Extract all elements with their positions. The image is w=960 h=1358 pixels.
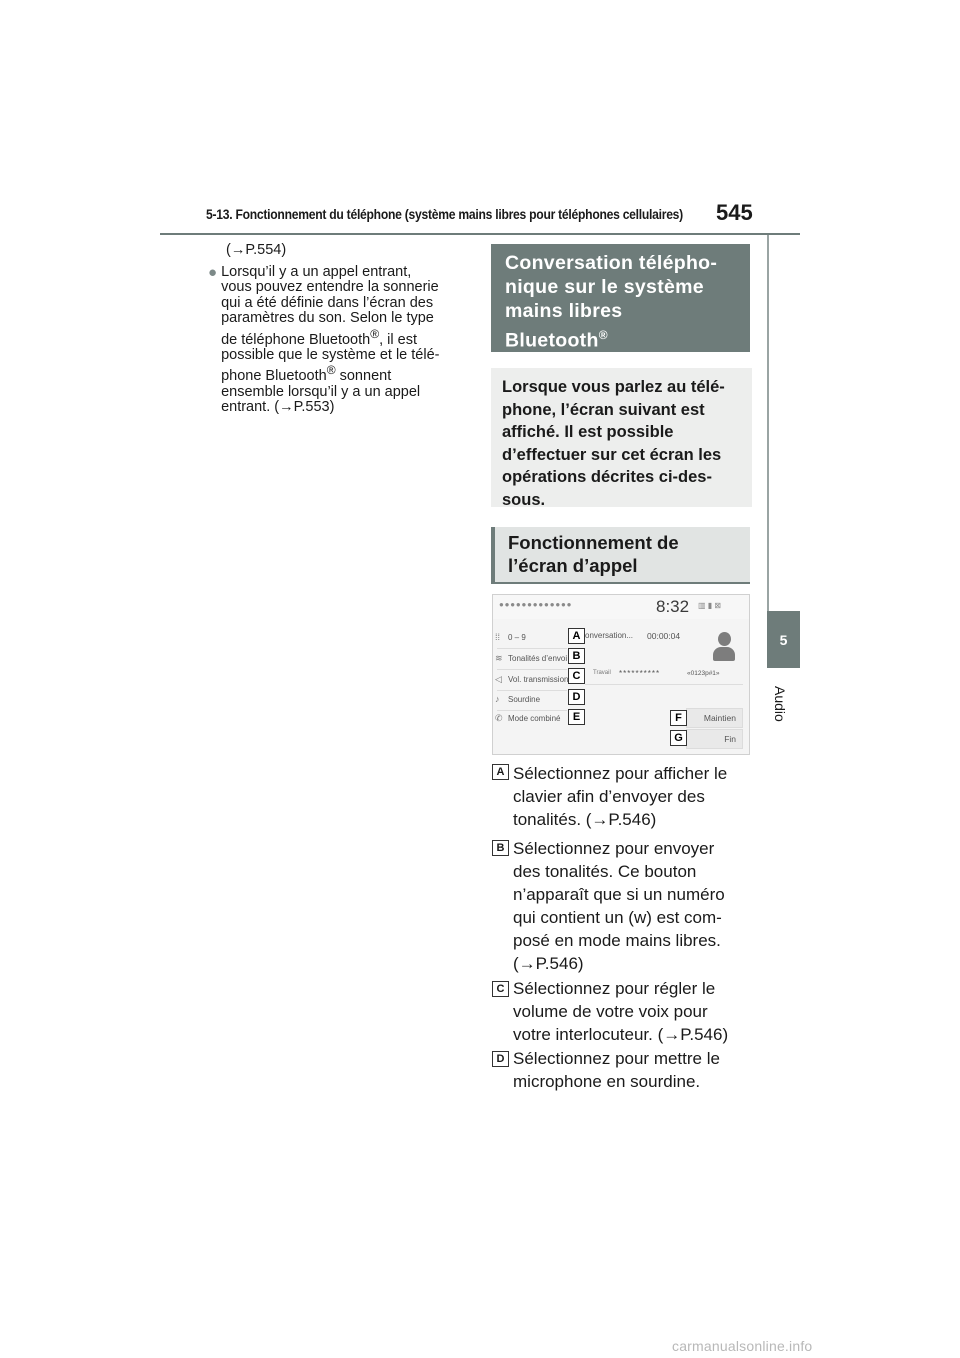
menu-keypad[interactable]: ⁞⁞ 0 – 9 xyxy=(495,632,526,642)
callout-c: C xyxy=(568,668,585,684)
side-divider xyxy=(767,235,769,611)
contact-dots: ●●●●●●●●●●●●● xyxy=(499,600,573,609)
contact-row xyxy=(585,667,743,685)
menu-transmit-volume[interactable]: ◁ Vol. transmission xyxy=(495,673,569,684)
screen-clock: 8:32 xyxy=(656,597,690,616)
callout-g: G xyxy=(670,730,687,746)
item-description-b: Sélectionnez pour envoyer des tonalités. Ce bouton n’apparaît que si un numéro qui contient un (w) est com- posé en mode mains libres. (→P.546) xyxy=(513,839,725,973)
contact-avatar-icon xyxy=(713,632,735,662)
bullet-paragraph xyxy=(208,265,468,416)
call-screen-illustration xyxy=(492,594,750,755)
item-marker-a: A xyxy=(492,764,509,780)
callout-a: A xyxy=(568,628,585,644)
page-reference: (→P.554) xyxy=(226,242,287,258)
item-marker-c: C xyxy=(492,981,509,997)
chapter-tab: 5 xyxy=(767,611,800,668)
menu-send-tones[interactable]: ≋ Tonalités d’envoi xyxy=(495,652,568,663)
callout-e: E xyxy=(568,709,585,725)
page-number: 545 xyxy=(716,200,753,225)
item-description-d: Sélectionnez pour mettre le microphone en sourdine. xyxy=(513,1049,720,1091)
callout-b: B xyxy=(568,648,585,664)
callout-f: F xyxy=(670,710,687,726)
section-title-box: Conversation télépho- nique sur le système mains libres Bluetooth® xyxy=(491,244,750,352)
bullet-icon: ● xyxy=(208,263,218,281)
item-description-c: Sélectionnez pour régler le volume de votre voix pour votre interlocuteur. (→P.546) xyxy=(513,979,729,1044)
footer-watermark: carmanualsonline.info xyxy=(672,1338,813,1354)
hold-button[interactable]: Maintien xyxy=(686,708,743,728)
volume-icon: ◁ xyxy=(495,673,502,684)
call-timer: 00:00:04 xyxy=(647,631,681,641)
contact-name-masked: ********** xyxy=(619,669,661,678)
status-icons: ▥ ▮ ⊠ xyxy=(698,601,722,610)
contact-number: «0123p#1» xyxy=(687,670,720,677)
chapter-label: Audio xyxy=(772,686,788,722)
menu-handset-mode[interactable]: ✆ Mode combiné xyxy=(495,712,561,723)
mute-icon: ♪ xyxy=(495,694,500,704)
end-call-button[interactable]: Fin xyxy=(686,729,743,749)
left-column xyxy=(208,243,468,416)
item-description-a: Sélectionnez pour afficher le clavier afin d’envoyer des tonalités. (→P.546) xyxy=(513,764,728,829)
bullet-text: Lorsqu’il y a un appel entrant, vous pouvez entendre la sonnerie qui a été définie dans l’écran des paramètres du son. Selon le type de téléphone Bluetooth®, il est possible que le système et le télé- phone Bluetooth® sonnent ensemble lorsqu’il y a un appel entrant. (→P.553) xyxy=(221,263,440,416)
item-marker-d: D xyxy=(492,1051,509,1067)
contact-type: Travail xyxy=(593,670,611,676)
call-status: onversation... xyxy=(585,631,634,640)
subsection-header: Fonctionnement de l’écran d’appel xyxy=(491,527,750,584)
intro-box: Lorsque vous parlez au télé- phone, l’écran suivant est affiché. Il est possible d’effectuer sur cet écran les opérations décrites ci-des- sous. xyxy=(491,368,752,507)
item-marker-b: B xyxy=(492,840,509,856)
callout-d: D xyxy=(568,689,585,705)
tones-icon: ≋ xyxy=(495,652,503,663)
running-header-title: 5-13. Fonctionnement du téléphone (système mains libres pour téléphones cellulaires) xyxy=(206,207,683,222)
header-divider xyxy=(160,233,800,235)
keypad-icon: ⁞⁞ xyxy=(495,632,501,642)
screen-status-bar xyxy=(493,595,749,619)
menu-mute[interactable]: ♪ Sourdine xyxy=(495,694,541,704)
handset-icon: ✆ xyxy=(495,712,503,723)
